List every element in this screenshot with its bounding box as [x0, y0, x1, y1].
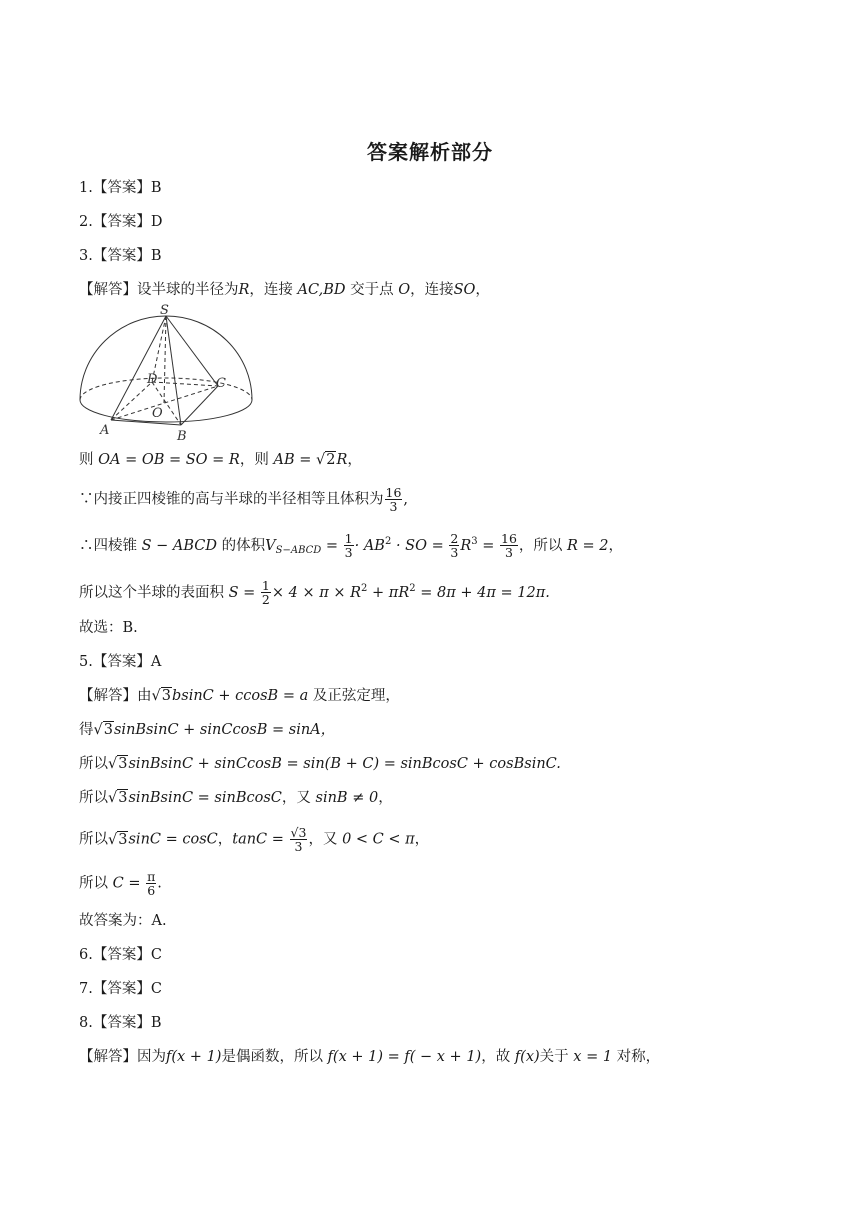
label-b: B	[177, 429, 187, 444]
hemisphere-pyramid-figure	[74, 304, 258, 448]
q5-conclusion: 故答案为：A.	[79, 913, 167, 929]
q8-solution-line-1: 【解答】因为f(x + 1)是偶函数，所以 f(x + 1) = f( − x + 1)，故 f(x)关于 x = 1 对称，	[79, 1049, 661, 1065]
q5-solution-line-6: 所以 C = $\frac{\pi}{6}$ .	[79, 869, 162, 898]
q3-solution-line-2: 则 OA = OB = SO = R，则 AB = √2R，	[79, 452, 362, 468]
label-s: S	[160, 304, 169, 318]
answer-6: 6.【答案】C	[79, 947, 162, 963]
answer-1: 1.【答案】B	[79, 180, 162, 196]
answer-5: 5.【答案】A	[79, 654, 162, 670]
label-d: D	[147, 372, 158, 387]
answer-3: 3.【答案】B	[79, 248, 162, 264]
q5-solution-line-4: 所以√3sinBsinC = sinBcosC，又 sinB ≠ 0，	[79, 790, 393, 806]
q3-solution-line-1: 【解答】设半球的半径为R，连接 AC,BD 交于点 O，连接SO，	[79, 282, 490, 298]
answer-8: 8.【答案】B	[79, 1015, 162, 1031]
q5-solution-line-1: 【解答】由√3bsinC + ccosB = a 及正弦定理，	[79, 688, 400, 704]
q5-solution-line-3: 所以√3sinBsinC + sinCcosB = sin(B + C) = sinBcosC + cosBsinC.	[79, 756, 561, 772]
q5-solution-line-5: 所以√3sinC = cosC，tanC = $\frac{√3}{3}$ ，又 0 < C < π，	[79, 825, 430, 854]
answer-7: 7.【答案】C	[79, 981, 162, 997]
label-o: O	[152, 406, 163, 421]
q3-solution-line-5: 所以这个半球的表面积 S = $\frac{1}{2}$ × $4 \times \pi \times R^2 + \pi R^2 = 8\pi + 4\pi = 12\pi$.	[79, 578, 550, 608]
q3-solution-line-3: ∵内接正四棱锥的高与半球的半径相等且体积为 $\frac{16}{3}$ ,	[79, 485, 409, 514]
answer-2: 2.【答案】D	[79, 214, 163, 230]
q5-solution-line-2: 得√3sinBsinC + sinCcosB = sinA，	[79, 722, 336, 738]
label-c: C	[216, 376, 226, 391]
q3-conclusion: 故选：B.	[79, 620, 138, 636]
label-a: A	[100, 423, 110, 438]
q3-solution-line-4: ∴四棱锥 S − ABCD 的体积$V_{S-ABCD}$ = $\frac{1}{3}$ · $AB^2$ · SO = $\frac{2}{3}$ $R^3$ = $\frac{16}{3}$ ，所以 R = 2，	[79, 531, 624, 561]
page-title: 答案解析部分	[367, 140, 493, 164]
